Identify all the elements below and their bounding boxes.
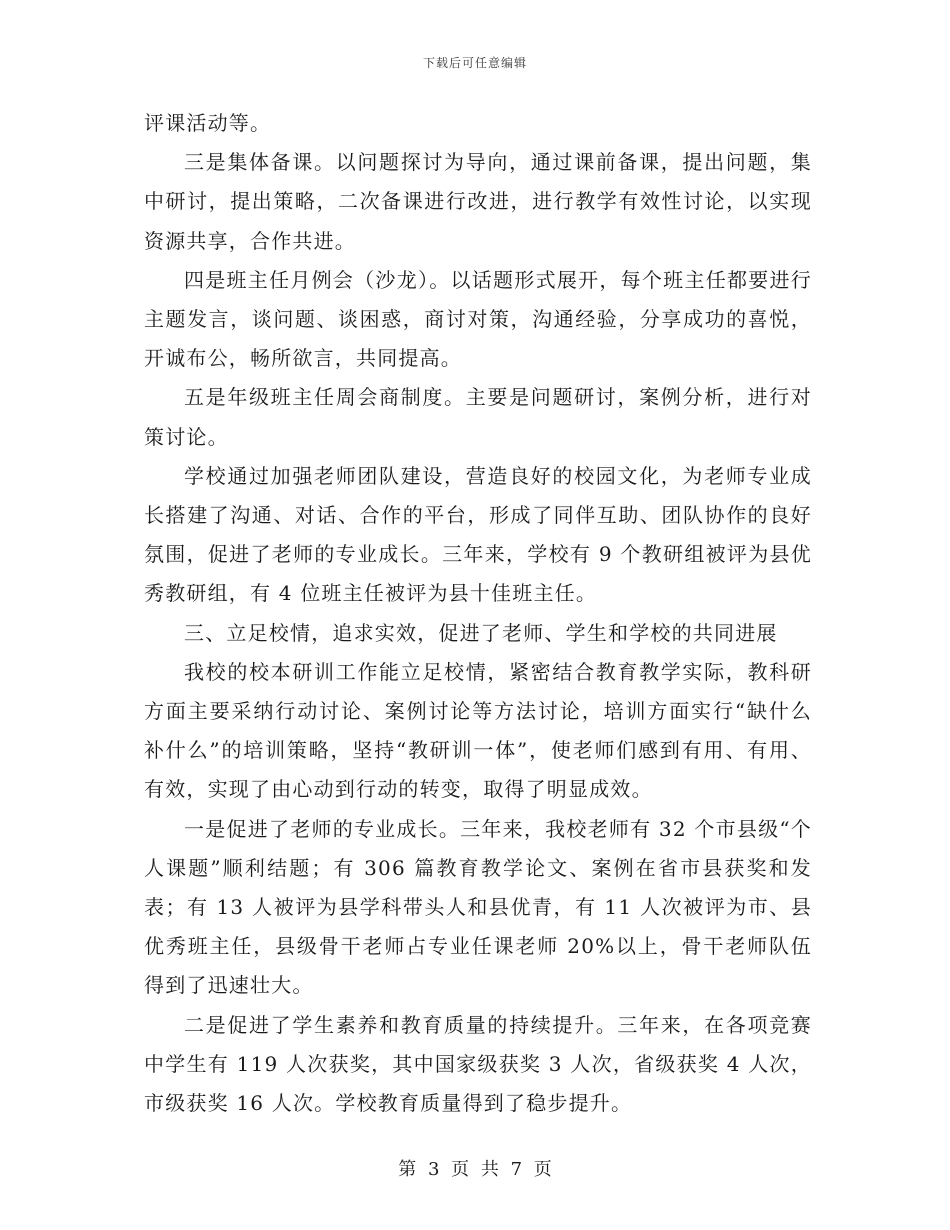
paragraph-school-research: 我校的校本研训工作能立足校情，紧密结合教育教学实际，教科研方面主要采纳行动讨论、案例讨论等方法讨论，培训方面实行“缺什么补什么”的培训策略，坚持“教研训一体”，使老师们感到有用、有用、有效，实现了由心动到行动的转变，取得了明显成效。	[144, 659, 812, 802]
paragraph-monthly-meeting: 四是班主任月例会（沙龙）。以话题形式展开，每个班主任都要进行主题发言，谈问题、谈困惑，商讨对策，沟通经验，分享成功的喜悦，开诚布公，畅所欲言，共同提高。	[144, 267, 812, 371]
section-heading: 三、立足校情，追求实效，促进了老师、学生和学校的共同进展	[184, 620, 778, 645]
paragraph-collective-lesson-prep: 三是集体备课。以问题探讨为导向，通过课前备课，提出问题，集中研讨，提出策略，二次备课进行改进，进行教学有效性讨论，以实现资源共享，合作共进。	[144, 150, 812, 253]
paragraph-weekly-meeting: 五是年级班主任周会商制度。主要是问题研讨，案例分析，进行对策讨论。	[144, 385, 812, 449]
page-footer: 第 3 页 共 7 页	[398, 1159, 552, 1180]
paragraph-team-building: 学校通过加强老师团队建设，营造良好的校园文化，为老师专业成长搭建了沟通、对话、合作的平台，形成了同伴互助、团队协作的良好氛围，促进了老师的专业成长。三年来，学校有 9 个教研组被评为县优秀教研组，有 4 位班主任被评为县十佳班主任。	[144, 463, 812, 606]
document-body	[144, 104, 812, 1123]
page-header: 下载后可任意编辑	[422, 56, 527, 70]
paragraph-continuation: 评课活动等。	[144, 111, 272, 135]
paragraph-teacher-growth: 一是促进了老师的专业成长。三年来，我校老师有 32 个市县级“个人课题”顺利结题；有 306 篇教育教学论文、案例在省市县获奖和发表；有 13 人被评为县学科带头人和县优青，有 11 人次被评为市、县优秀班主任，县级骨干老师占专业任课老师 20%以上，骨干老师队伍得到了迅速壮大。	[144, 816, 812, 998]
paragraph-student-quality: 二是促进了学生素养和教育质量的持续提升。三年来，在各项竞赛中学生有 119 人次获奖，其中国家级获奖 3 人次，省级获奖 4 人次，市级获奖 16 人次。学校教育质量得到了稳步提升。	[144, 1012, 812, 1116]
